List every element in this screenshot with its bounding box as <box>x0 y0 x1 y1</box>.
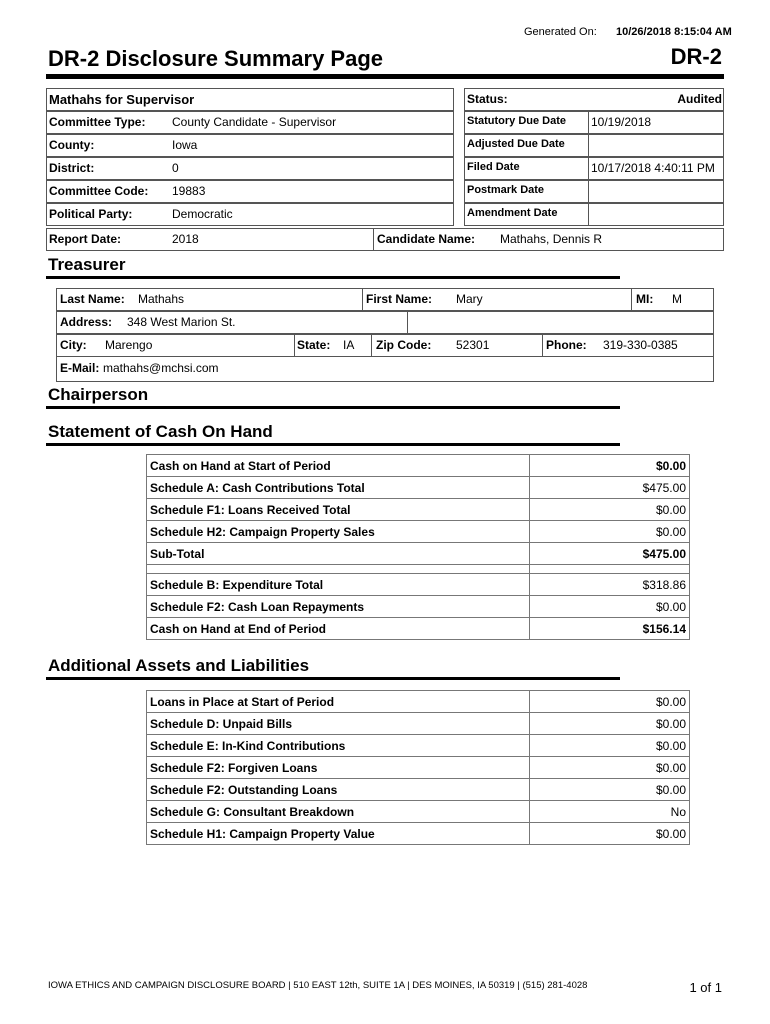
committee-code-value: 19883 <box>172 184 206 198</box>
assets-row-value: $0.00 <box>530 779 690 801</box>
mi-value: M <box>672 292 682 306</box>
first-name-label: First Name: <box>366 292 433 306</box>
email-label: E-Mail: <box>60 361 100 375</box>
cash-row-value: $0.00 <box>530 596 690 618</box>
cash-row-value: $318.86 <box>530 574 690 596</box>
cash-rule <box>46 443 620 446</box>
report-date-label: Report Date: <box>49 232 122 246</box>
assets-row-value: $0.00 <box>530 691 690 713</box>
assets-row-label: Schedule D: Unpaid Bills <box>147 713 530 735</box>
chairperson-heading: Chairperson <box>48 385 149 404</box>
generated-on-label: Generated On: <box>524 26 597 38</box>
last-name-label: Last Name: <box>60 292 125 306</box>
assets-row-label: Schedule F2: Forgiven Loans <box>147 757 530 779</box>
table-row <box>147 499 690 521</box>
cash-row-label: Cash on Hand at Start of Period <box>147 455 530 477</box>
cash-row-label: Schedule A: Cash Contributions Total <box>147 477 530 499</box>
assets-row-label: Schedule H1: Campaign Property Value <box>147 823 530 845</box>
table-row <box>147 477 690 499</box>
postmark-date-cell <box>588 180 724 203</box>
footer-address: IOWA ETHICS AND CAMPAIGN DISCLOSURE BOARD | 510 EAST 12th, SUITE 1A | DES MOINES, IA 50319 | (515) 281-4028 <box>48 980 588 991</box>
state-value: IA <box>343 338 355 352</box>
generated-on-value: 10/26/2018 8:15:04 AM <box>616 26 732 38</box>
district-row <box>46 157 454 180</box>
table-row <box>147 713 690 735</box>
political-party-label: Political Party: <box>49 207 133 221</box>
title-rule <box>46 74 724 79</box>
address-label: Address: <box>60 315 113 329</box>
assets-rule <box>46 677 620 680</box>
table-row <box>147 691 690 713</box>
report-date-value: 2018 <box>172 232 199 246</box>
table-row <box>147 596 690 618</box>
status-label: Status: <box>467 92 508 106</box>
assets-row-value: $0.00 <box>530 713 690 735</box>
committee-type-label: Committee Type: <box>49 115 146 129</box>
table-row <box>147 823 690 845</box>
district-label: District: <box>49 161 95 175</box>
filed-date-value: 10/17/2018 4:40:11 PM <box>591 161 715 175</box>
cash-row-label: Schedule H2: Campaign Property Sales <box>147 521 530 543</box>
committee-code-label: Committee Code: <box>49 184 149 198</box>
assets-row-value: $0.00 <box>530 823 690 845</box>
amendment-date-cell <box>588 203 724 226</box>
district-value: 0 <box>172 161 179 175</box>
phone-label: Phone: <box>546 338 587 352</box>
zip-code-value: 52301 <box>456 338 490 352</box>
table-row <box>147 543 690 565</box>
cash-row-value: $475.00 <box>530 477 690 499</box>
candidate-name-label: Candidate Name: <box>377 232 476 246</box>
assets-row-label: Schedule G: Consultant Breakdown <box>147 801 530 823</box>
cash-row-label: Cash on Hand at End of Period <box>147 618 530 640</box>
adjusted-due-label: Adjusted Due Date <box>467 138 565 150</box>
page-number: 1 of 1 <box>689 980 722 995</box>
county-row <box>46 134 454 157</box>
assets-row-label: Loans in Place at Start of Period <box>147 691 530 713</box>
phone-value: 319-330-0385 <box>603 338 678 352</box>
cash-row-label: Schedule F2: Cash Loan Repayments <box>147 596 530 618</box>
adjusted-due-cell <box>588 134 724 157</box>
form-code: DR-2 <box>670 44 722 69</box>
city-label: City: <box>60 338 87 352</box>
email-value: mathahs@mchsi.com <box>103 361 219 375</box>
assets-row-value: $0.00 <box>530 757 690 779</box>
assets-row-value: $0.00 <box>530 735 690 757</box>
assets-row-label: Schedule F2: Outstanding Loans <box>147 779 530 801</box>
filed-date-label: Filed Date <box>467 161 520 173</box>
statutory-due-value: 10/19/2018 <box>591 115 652 129</box>
treasurer-heading: Treasurer <box>48 255 126 274</box>
cash-row-value: $0.00 <box>530 521 690 543</box>
last-name-value: Mathahs <box>138 292 185 306</box>
cash-heading: Statement of Cash On Hand <box>48 422 273 441</box>
cash-row-value: $0.00 <box>530 455 690 477</box>
address-value: 348 West Marion St. <box>127 315 236 329</box>
assets-row-value: No <box>530 801 690 823</box>
cash-table <box>146 454 690 640</box>
city-value: Marengo <box>105 338 153 352</box>
mi-label: MI: <box>636 292 654 306</box>
amendment-date-label: Amendment Date <box>467 207 558 219</box>
cash-row-label: Sub-Total <box>147 543 530 565</box>
political-party-value: Democratic <box>172 207 233 221</box>
table-row <box>147 574 690 596</box>
county-value: Iowa <box>172 138 198 152</box>
page-title: DR-2 Disclosure Summary Page <box>48 46 384 71</box>
statutory-due-label: Statutory Due Date <box>467 115 567 127</box>
cash-row-value: $0.00 <box>530 499 690 521</box>
first-name-value: Mary <box>456 292 483 306</box>
assets-heading: Additional Assets and Liabilities <box>48 656 310 675</box>
assets-row-label: Schedule E: In-Kind Contributions <box>147 735 530 757</box>
county-label: County: <box>49 138 95 152</box>
postmark-date-label: Postmark Date <box>467 184 545 196</box>
table-row <box>147 735 690 757</box>
chairperson-rule <box>46 406 620 409</box>
candidate-name-value: Mathahs, Dennis R <box>500 232 603 246</box>
cash-row-label: Schedule F1: Loans Received Total <box>147 499 530 521</box>
state-label: State: <box>297 338 331 352</box>
cash-row-label: Schedule B: Expenditure Total <box>147 574 530 596</box>
committee-type-value: County Candidate - Supervisor <box>172 115 337 129</box>
committee-name: Mathahs for Supervisor <box>49 92 195 107</box>
status-value: Audited <box>677 92 722 106</box>
treasurer-rule <box>46 276 620 279</box>
cash-row-value: $156.14 <box>530 618 690 640</box>
table-row <box>147 757 690 779</box>
table-row <box>147 521 690 543</box>
cash-row-value: $475.00 <box>530 543 690 565</box>
table-row <box>147 455 690 477</box>
table-row <box>147 618 690 640</box>
table-row <box>147 801 690 823</box>
table-spacer <box>147 565 690 574</box>
assets-table <box>146 690 690 845</box>
table-row <box>147 779 690 801</box>
zip-code-label: Zip Code: <box>376 338 432 352</box>
